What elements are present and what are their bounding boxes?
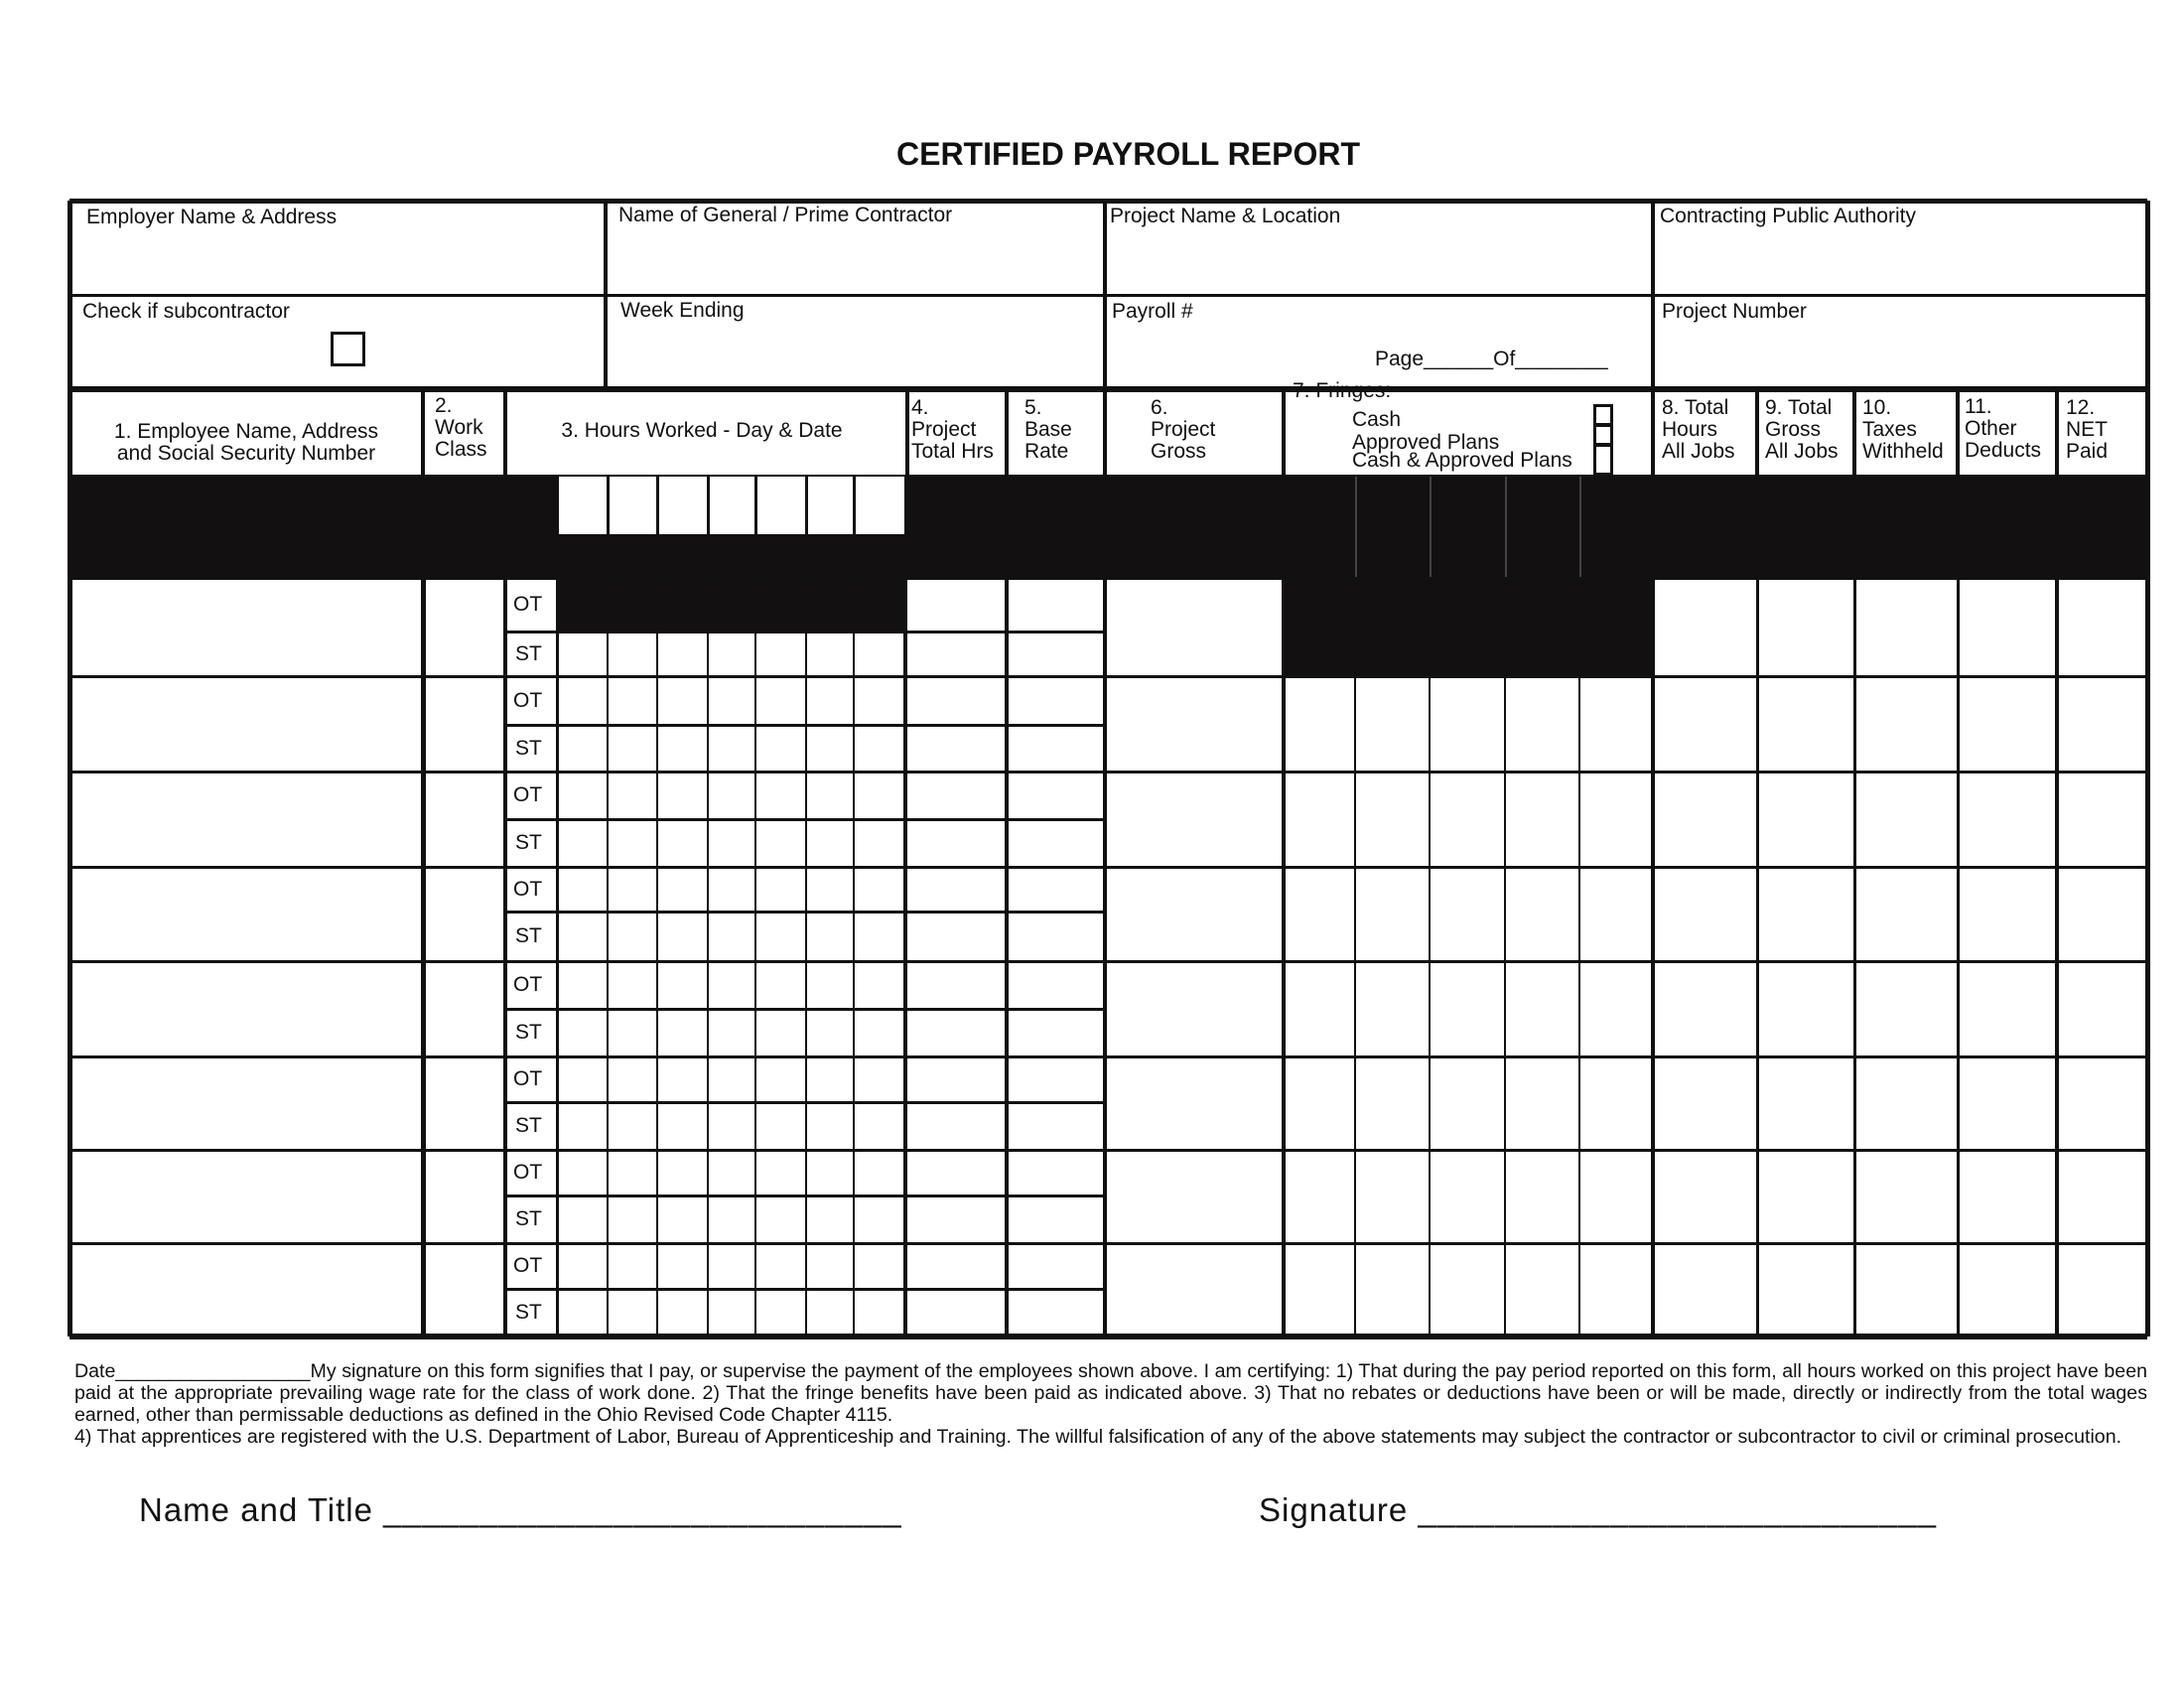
grid-line-v [556,477,559,578]
grid-line-v [556,578,559,1336]
col-fringes-header: 7. Fringes: [1293,379,1392,402]
form-bottom-border [69,1334,2147,1339]
grid-line-v [1103,389,1107,477]
col-work-class-header: 2. Work Class [435,394,487,461]
fringe-subdivider [1355,477,1357,578]
fringe-both-checkbox[interactable] [1593,444,1613,476]
ot-st-divider [505,1008,1105,1011]
ot-row-label: OT [513,1254,543,1277]
col-hours-worked-header: 3. Hours Worked - Day & Date [561,419,843,442]
st-row-label: ST [515,924,542,947]
grid-line-v [853,578,855,1336]
header-divider [69,386,2147,392]
ot-st-divider [505,1101,1105,1104]
grid-line-v [1282,389,1286,477]
grid-line-v [1651,389,1655,477]
general-contractor-label: Name of General / Prime Contractor [618,204,953,226]
subcontractor-checkbox[interactable] [331,332,365,366]
grid-line-v [1504,578,1506,1336]
row-divider [69,1242,2147,1245]
grid-line-v [1005,578,1009,1336]
grid-line-v [421,578,426,1336]
grid-line-v [707,578,709,1336]
grid-line-v [1755,389,1759,477]
grid-line-v [503,578,507,1336]
grid-line-v [1651,578,1655,1336]
grid-line-v [853,477,856,578]
grid-line-v [607,578,609,1336]
col-total-hours-header: 8. Total Hours All Jobs [1662,396,1735,463]
ot-row-label: OT [513,783,543,806]
st-row-label: ST [515,1301,542,1324]
grid-line-v [656,477,659,578]
col-employee-header: 1. Employee Name, Address and Social Security Number [113,420,379,465]
st-row-label: ST [515,1021,542,1044]
grid-line-v [1354,578,1356,1336]
col-other-deducts-header: 11. Other Deducts [1965,395,2042,462]
grid-line-h [69,294,2147,297]
form-title: CERTIFIED PAYROLL REPORT [895,136,1360,172]
signature-line[interactable]: Signature ___________________________ [1259,1491,1937,1528]
grid-line-v [905,389,909,477]
fringe-subdivider [1505,477,1507,578]
project-name-label: Project Name & Location [1110,205,1341,227]
form-left-border [68,201,72,1336]
fringe-cash-checkbox[interactable] [1593,404,1613,426]
row-divider [69,675,2147,678]
st-row-label: ST [515,831,542,854]
grid-line-v [604,201,608,389]
form-top-border [69,199,2147,204]
col-net-paid-header: 12. NET Paid [2066,396,2109,463]
fringe-cash-label: Cash [1352,408,1402,431]
grid-line-v [1651,201,1655,389]
col-base-rate-header: 5. Base Rate [1024,396,1072,463]
grid-line-v [1853,578,1856,1336]
grid-line-v [1578,578,1580,1336]
grid-line-v [1957,578,1960,1336]
grid-line-v [1282,578,1286,1336]
ot-st-divider [505,631,1105,633]
ot-st-divider [505,724,1105,727]
name-title-line[interactable]: Name and Title ___________________________ [139,1491,902,1528]
grid-line-v [1756,578,1759,1336]
grid-line-v [607,477,610,578]
payroll-number-label: Payroll # [1112,300,1193,323]
grid-line-v [656,578,658,1336]
authority-label: Contracting Public Authority [1660,205,1916,227]
grid-line-v [2055,578,2059,1336]
ot-row-label: OT [513,1161,543,1184]
row-divider [69,866,2147,869]
ot-st-divider [505,1288,1105,1291]
fringe-cash-and-plans-label: Cash & Approved Plans [1352,449,1572,472]
header-shaded-band [69,477,2147,578]
first-row-fringe-shaded [1284,578,1653,676]
grid-line-v [1852,389,1856,477]
subcontractor-label: Check if subcontractor [82,300,290,323]
project-number-label: Project Number [1662,300,1807,323]
grid-line-v [707,477,710,578]
st-row-label: ST [515,1114,542,1137]
fringe-approved-plans-label: Approved Plans [1352,431,1500,454]
ot-row-label: OT [513,973,543,996]
certification-statement: Date__________________My signature on this form signifies that I pay, or supervise the payment of the employees shown above. I am certifying: 1) That during the pay period reported on this form, all hours worked on this project have been paid at the appropriate prevailing wage rate for the class of work done. 2) That the fringe benefits have been paid as indicated above. 3) That no rebates or deductions have been or will be made, directly or indirectly from the total wages earned, other than permissable deductions as defined in the Ohio Revised Code Chapter 4115. 4) That apprentices are registered with the U.S. Department of Labor, Bureau of Apprenticeship and Training. The willful falsification of any of the above statements may subject the contractor or subcontractor to civil or criminal prosecution. [74,1360,2147,1448]
ot-row-label: OT [513,593,543,616]
col-total-gross-header: 9. Total Gross All Jobs [1765,396,1839,463]
ot-row-label: OT [513,688,543,712]
grid-line-v [421,389,425,477]
fringe-subdivider [1579,477,1581,578]
fringe-plans-checkbox[interactable] [1593,424,1613,446]
grid-line-v [1429,578,1431,1336]
grid-line-v [1005,389,1009,477]
grid-line-v [754,578,756,1336]
row-divider [69,771,2147,774]
col-taxes-header: 10. Taxes Withheld [1862,396,1944,463]
grid-line-v [1103,201,1107,389]
ot-row-label: OT [513,1067,543,1090]
fringe-subdivider [1430,477,1432,578]
grid-line-v [805,477,808,578]
grid-line-v [503,389,507,477]
employer-label: Employer Name & Address [86,206,338,228]
ot-st-divider [505,1195,1105,1197]
ot-st-divider [505,911,1105,914]
col-project-gross-header: 6. Project Gross [1151,396,1216,463]
page-of-label: Page______Of________ [1375,348,1608,370]
grid-line-v [903,578,907,1336]
grid-line-v [1956,389,1960,477]
row-divider [69,960,2147,963]
row-divider [69,1055,2147,1058]
week-ending-label: Week Ending [620,299,745,322]
grid-line-v [904,477,907,578]
grid-line-v [805,578,807,1336]
form-right-border [2145,201,2150,1336]
st-row-label: ST [515,736,542,760]
st-row-label: ST [515,641,542,665]
grid-line-v [754,477,757,578]
ot-st-divider [505,818,1105,821]
row-divider [69,577,2147,580]
row-divider [69,1149,2147,1152]
col-project-hours-header: 4. Project Total Hrs [911,396,994,463]
grid-line-v [2055,389,2059,477]
ot-row-label: OT [513,877,543,901]
st-row-label: ST [515,1207,542,1230]
grid-line-v [1103,578,1107,1336]
